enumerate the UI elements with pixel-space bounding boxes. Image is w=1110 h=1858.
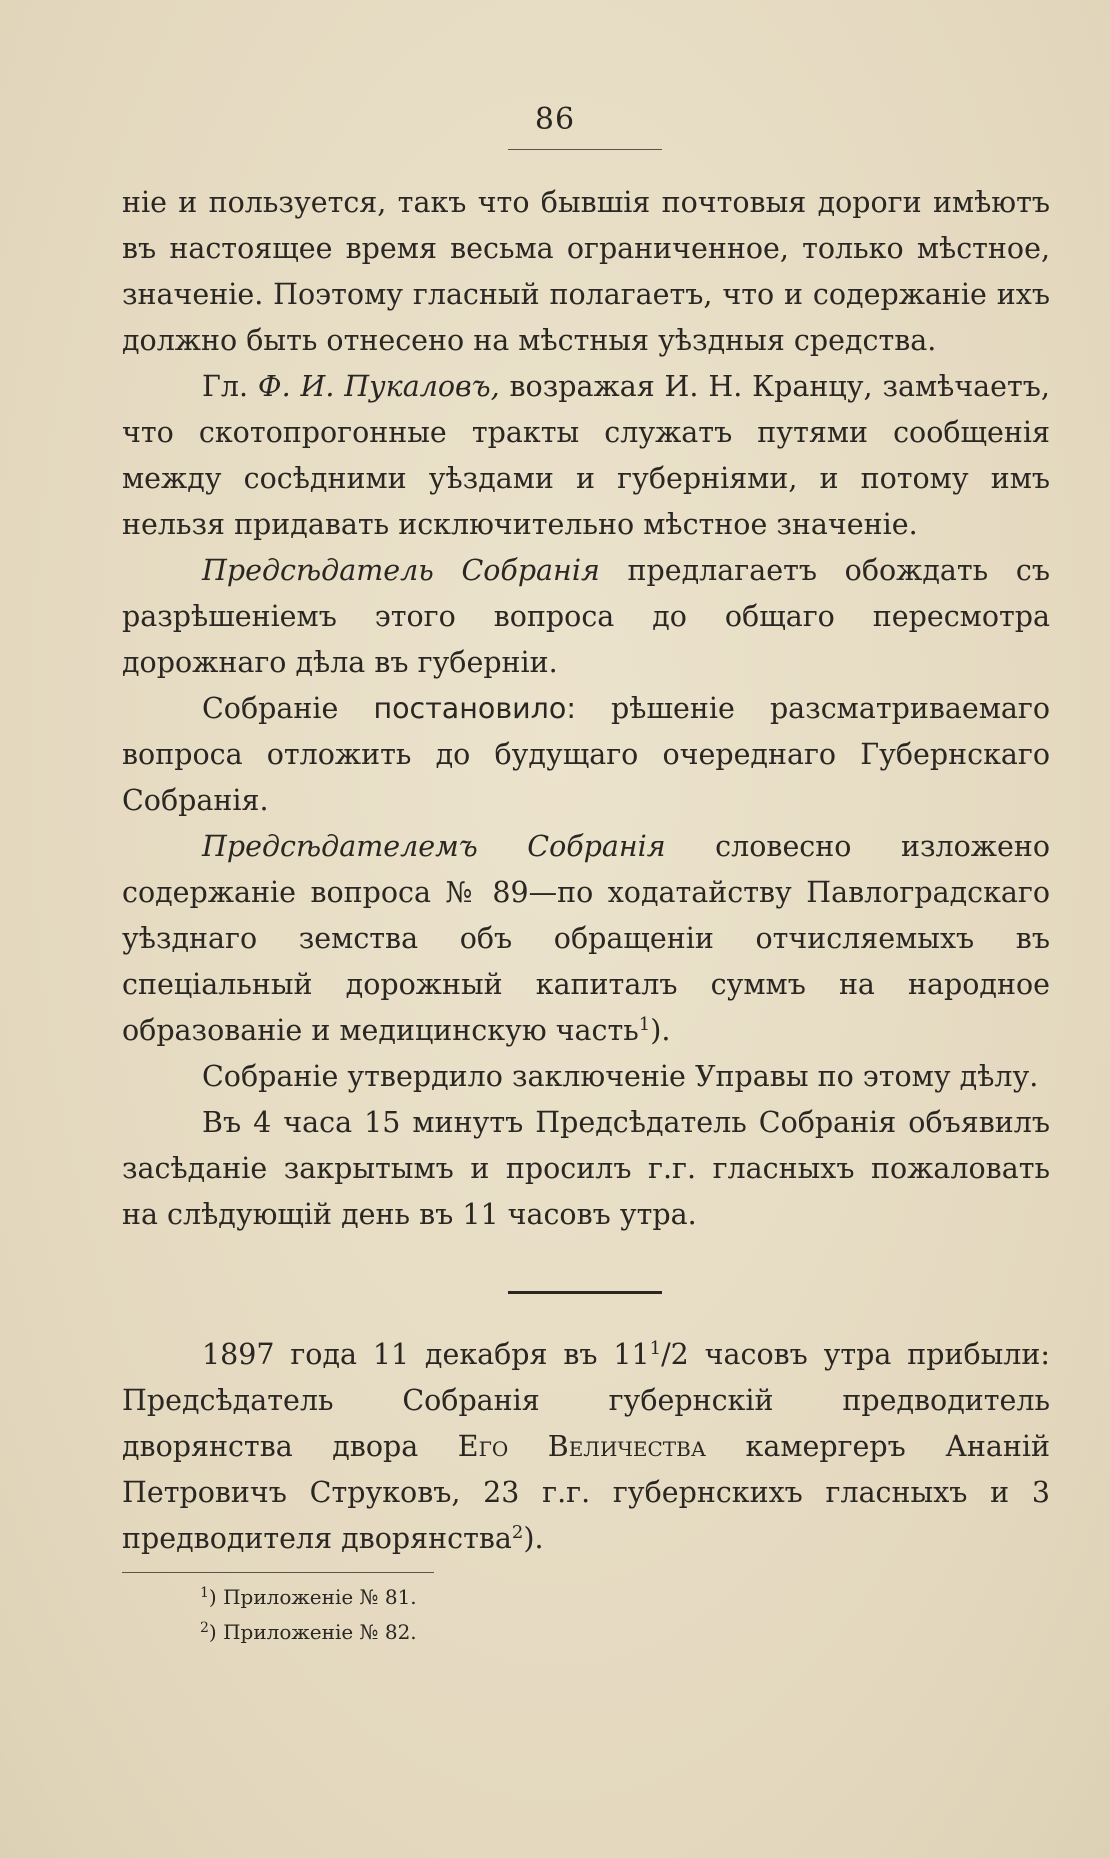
paragraph-text: возражая И. Н. Кранцу, замѣчаетъ, что скотопрогонные тракты служатъ путями сообщенія между сосѣдними уѣздами и губерніями, и потому имъ нельзя придавать исключительно мѣстное значеніе.: [122, 370, 1050, 541]
footnote-mark: 2: [200, 1620, 209, 1636]
paragraph: [122, 364, 1050, 548]
paragraph-lead: Гл.: [202, 370, 249, 403]
footnote-mark: 1: [200, 1585, 209, 1601]
paragraph-text: ніе и пользуется, такъ что бывшія почтовыя дороги имѣютъ въ настоящее время весьма ограниченное, только мѣстное, значеніе. Поэтому гласный полагаетъ, что и содержаніе ихъ должно быть отнесено на мѣстныя уѣздныя средства.: [122, 186, 1050, 357]
paragraph-text: предлагаетъ обождать съ разрѣшеніемъ этого вопроса до общаго пересмотра дорожнаго дѣла въ губерніи.: [122, 554, 1051, 679]
paragraph: [122, 824, 1050, 1054]
paragraph-end: ).: [523, 1522, 544, 1555]
footnote-rule: [122, 1572, 434, 1573]
header-rule: [508, 149, 662, 150]
paragraph-text: Собраніе утвердило заключеніе Управы по этому дѣлу.: [202, 1060, 1039, 1093]
paragraph: [122, 180, 1050, 364]
body-text-section-2: [122, 1332, 1050, 1562]
fraction-denominator: /2: [661, 1338, 689, 1371]
resolution-keyword: постановило:: [373, 692, 576, 725]
paragraph: [122, 548, 1050, 686]
speaker-name: Ф. И. Пукаловъ,: [257, 370, 500, 403]
paragraph: [122, 1054, 1050, 1100]
paragraph-text: камергеръ Ананій Петровичъ Струковъ, 23 г.г. губернскихъ гласныхъ и 3 предводителя дворянства: [122, 1430, 1050, 1555]
paragraph-text: Въ 4 часа 15 минутъ Предсѣдатель Собранія объявилъ засѣданіе закрытымъ и просилъ г.г. гласныхъ пожаловать на слѣдующій день въ 11 часовъ утра.: [122, 1106, 1050, 1231]
footnote-text: ) Приложеніе № 82.: [208, 1620, 417, 1644]
paragraph-end: ).: [650, 1014, 671, 1047]
fraction-numerator: 1: [649, 1338, 662, 1359]
paragraph: [122, 1332, 1050, 1562]
footnote-ref: 1: [638, 1014, 651, 1035]
paragraph-text: словесно изложено содержаніе вопроса № 89—по ходатайству Павлоградскаго уѣзднаго земства объ обращеніи отчисляемыхъ въ спеціальный дорожный капиталъ суммъ на народное образованіе и медицинскую часть: [122, 830, 1051, 1047]
paragraph: [122, 686, 1050, 824]
footnote: [200, 1578, 417, 1613]
paragraph-text: часовъ утра прибыли: Предсѣдатель Собранія губернскій предводитель дворянства двора: [122, 1338, 1051, 1463]
paragraph-lead: Собраніе: [202, 692, 339, 725]
paragraph: [122, 1100, 1050, 1238]
speaker-title: Предсѣдателемъ Собранія: [202, 830, 666, 863]
page-number: 86: [534, 102, 576, 137]
speaker-title: Предсѣдатель Собранія: [202, 554, 600, 587]
footnote: [200, 1613, 417, 1648]
footnotes: [200, 1578, 417, 1648]
title-small-caps: Его Величества: [457, 1430, 706, 1463]
paragraph-text: рѣшеніе разсматриваемаго вопроса отложить до будущаго очереднаго Губернскаго Собранія.: [122, 692, 1050, 817]
footnote-ref: 2: [511, 1522, 524, 1543]
body-text: [122, 180, 1050, 1238]
paragraph-text: 1897 года 11 декабря въ 11: [202, 1338, 650, 1371]
section-separator: [508, 1291, 662, 1294]
footnote-text: ) Приложеніе № 81.: [208, 1585, 417, 1609]
